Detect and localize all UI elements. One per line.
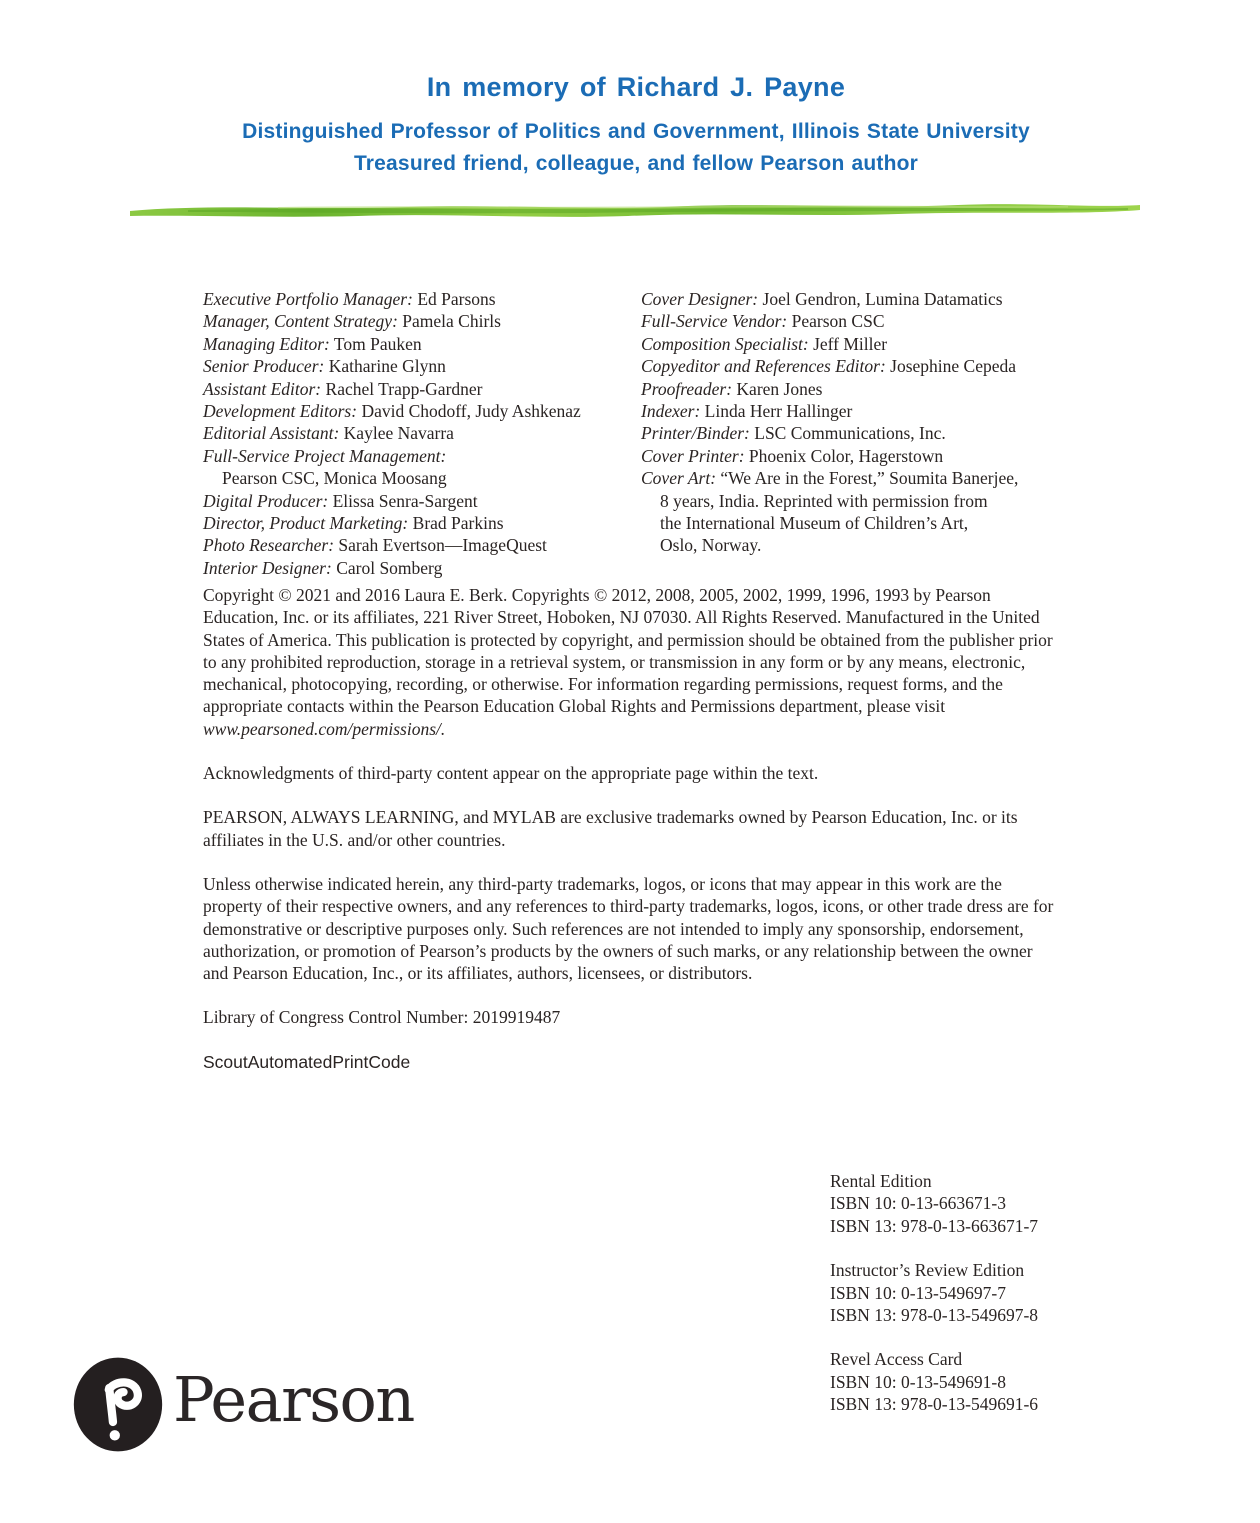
isbn-edition-title: Instructor’s Review Edition — [830, 1260, 1025, 1281]
credits-column-right — [641, 288, 1018, 557]
third-party-paragraph: Unless otherwise indicated herein, any third-party trademarks, logos, or icons that may appear in this work are the property of their respective owners, and any references to third-party trademarks, logos, icons, or other trade dress are for demonstrative or descriptive purposes only. Such references are not intended to imply any sponsorship, endorsement, authorization, or promotion of Pearson’s products by the owners of such marks, or any relationship between the owner and Pearson Education, Inc., or its affiliates, authors, licensees, or distributors. — [203, 873, 1054, 984]
credit-role-label: Indexer: — [641, 401, 701, 422]
credit-person-value: Ed Parsons — [412, 289, 496, 309]
credit-continuation-line: 8 years, India. Reprinted with permission from — [660, 490, 988, 511]
credit-role-label: Photo Researcher: — [203, 535, 335, 556]
green-brush-divider — [128, 195, 1142, 225]
credit-person-value: Pearson CSC — [787, 311, 885, 332]
credit-person-value: Kaylee Navarra — [339, 423, 454, 444]
dedication — [0, 72, 1260, 184]
credit-role-label: Cover Art: — [641, 468, 717, 489]
credit-entry — [203, 288, 581, 310]
credit-role-label: Cover Printer: — [641, 445, 745, 466]
isbn-10-line: ISBN 10: 0-13-549697-7 — [830, 1282, 1006, 1303]
credit-entry — [203, 422, 581, 444]
credit-person-value: Linda Herr Hallinger — [700, 401, 853, 422]
credit-role-label: Cover Designer: — [641, 289, 759, 309]
isbn-edition-title: Rental Edition — [830, 1171, 932, 1191]
credit-role-label: Managing Editor: — [203, 333, 330, 354]
credit-entry — [641, 467, 1018, 489]
credit-entry — [641, 288, 1018, 310]
credit-person-value: LSC Communications, Inc. — [749, 423, 946, 444]
credit-person-value: David Chodoff, Judy Ashkenaz — [357, 401, 581, 422]
credit-continuation-line: Oslo, Norway. — [660, 535, 762, 556]
credit-entry — [641, 422, 1018, 444]
credit-entry — [203, 534, 581, 556]
credit-role-label: Interior Designer: — [203, 557, 332, 578]
credit-continuation-line: the International Museum of Children’s Art, — [660, 513, 969, 534]
acknowledgments-paragraph: Acknowledgments of third-party content appear on the appropriate page within the text. — [203, 763, 819, 784]
credit-role-label: Manager, Content Strategy: — [203, 311, 398, 332]
copyright-paragraph — [203, 584, 1061, 740]
credit-role-label: Copyeditor and References Editor: — [641, 356, 886, 377]
credit-entry — [203, 378, 581, 400]
credit-role-label: Director, Product Marketing: — [203, 513, 409, 534]
copyright-text: Copyright © 2021 and 2016 Laura E. Berk. Copyrights © 2012, 2008, 2005, 2002, 1999, 1996, 1993 by Pearson Education, Inc. or its affiliates, 221 River Street, Hoboken, NJ 07030. All Rights Reserved. Manufactured in the United States of America. This publication is protected by copyright, and permission should be obtained from the publisher prior to any prohibited reproduction, storage in a retrieval system, or transmission in any form or by any means, electronic, mechanical, photocopying, recording, or otherwise. For information regarding permissions, request forms, and the appropriate contacts within the Pearson Education Global Rights and Permissions department, please visit — [203, 585, 1053, 717]
credit-person-value: Elissa Senra-Sargent — [328, 490, 478, 511]
isbn-10-line: ISBN 10: 0-13-549691-8 — [830, 1371, 1006, 1392]
credit-entry — [203, 310, 581, 332]
isbn-block — [830, 1348, 1038, 1415]
credit-entry — [203, 557, 581, 579]
credit-person-value: Katharine Glynn — [324, 356, 446, 377]
credit-entry — [203, 490, 581, 512]
credit-entry — [203, 400, 581, 422]
credit-person-value: Rachel Trapp-Gardner — [321, 378, 483, 399]
isbn-block — [830, 1259, 1038, 1326]
isbn-13-line: ISBN 13: 978-0-13-663671-7 — [830, 1215, 1039, 1236]
credit-person-value: Pamela Chirls — [397, 311, 501, 332]
dedication-subtitle-2: Treasured friend, colleague, and fellow Pearson author — [353, 152, 919, 175]
credit-role-label: Full-Service Vendor: — [641, 311, 788, 332]
isbn-10-line: ISBN 10: 0-13-663671-3 — [830, 1193, 1006, 1214]
credit-role-label: Full-Service Project Management: — [203, 445, 447, 466]
legal-text-block — [203, 584, 1061, 1095]
credit-person-value: Carol Somberg — [331, 557, 443, 578]
credit-person-value: Tom Pauken — [329, 333, 422, 354]
credits-column-left — [203, 288, 581, 579]
credit-role-label: Composition Specialist: — [641, 333, 809, 354]
credit-person-value: Sarah Evertson—ImageQuest — [334, 535, 547, 556]
credit-role-label: Senior Producer: — [203, 356, 325, 377]
pearson-logo — [72, 1356, 414, 1453]
credit-entry — [641, 355, 1018, 377]
loc-control-number: Library of Congress Control Number: 2019919487 — [203, 1007, 561, 1028]
isbn-edition-title: Revel Access Card — [830, 1349, 963, 1370]
credit-person-value: Phoenix Color, Hagerstown — [744, 445, 944, 466]
credit-role-label: Development Editors: — [203, 401, 358, 422]
pearson-wordmark: Pearson — [173, 1363, 414, 1436]
credit-person-value: Jeff Miller — [808, 333, 888, 354]
credit-entry — [641, 378, 1018, 400]
credit-person-value: Joel Gendron, Lumina Datamatics — [758, 289, 1003, 309]
credit-entry — [203, 333, 581, 355]
permissions-url: www.pearsoned.com/permissions/. — [203, 718, 446, 739]
pearson-p-icon — [72, 1356, 164, 1453]
dedication-title: In memory of Richard J. Payne — [426, 72, 846, 102]
credit-role-label: Editorial Assistant: — [203, 423, 340, 444]
credit-entry — [203, 512, 581, 534]
credit-person-value: Josephine Cepeda — [885, 356, 1017, 377]
credit-role-label: Executive Portfolio Manager: — [203, 289, 413, 309]
credit-entry — [641, 333, 1018, 355]
credit-role-label: Assistant Editor: — [203, 378, 322, 399]
isbn-block — [830, 1170, 1038, 1237]
print-code: ScoutAutomatedPrintCode — [203, 1051, 411, 1072]
credit-person-value: Brad Parkins — [408, 513, 504, 534]
credit-role-label: Printer/Binder: — [641, 423, 750, 444]
credit-entry — [203, 355, 581, 377]
credit-entry — [641, 310, 1018, 332]
trademarks-paragraph: PEARSON, ALWAYS LEARNING, and MYLAB are exclusive trademarks owned by Pearson Education, Inc. or its affiliates in the U.S. and/or other countries. — [203, 807, 1018, 850]
isbn-13-line: ISBN 13: 978-0-13-549697-8 — [830, 1305, 1039, 1326]
isbn-list — [830, 1170, 1038, 1438]
credit-continuation-line: Pearson CSC, Monica Moosang — [222, 468, 447, 489]
isbn-13-line: ISBN 13: 978-0-13-549691-6 — [830, 1394, 1039, 1415]
dedication-subtitle-1: Distinguished Professor of Politics and Government, Illinois State University — [242, 120, 1030, 143]
credit-role-label: Digital Producer: — [203, 490, 329, 511]
credit-entry — [641, 445, 1018, 467]
credit-role-label: Proofreader: — [641, 378, 733, 399]
credit-person-value: “We Are in the Forest,” Soumita Banerjee, — [716, 468, 1019, 489]
credit-person-value: Karen Jones — [732, 378, 823, 399]
credit-entry — [203, 445, 581, 467]
credit-entry — [641, 400, 1018, 422]
